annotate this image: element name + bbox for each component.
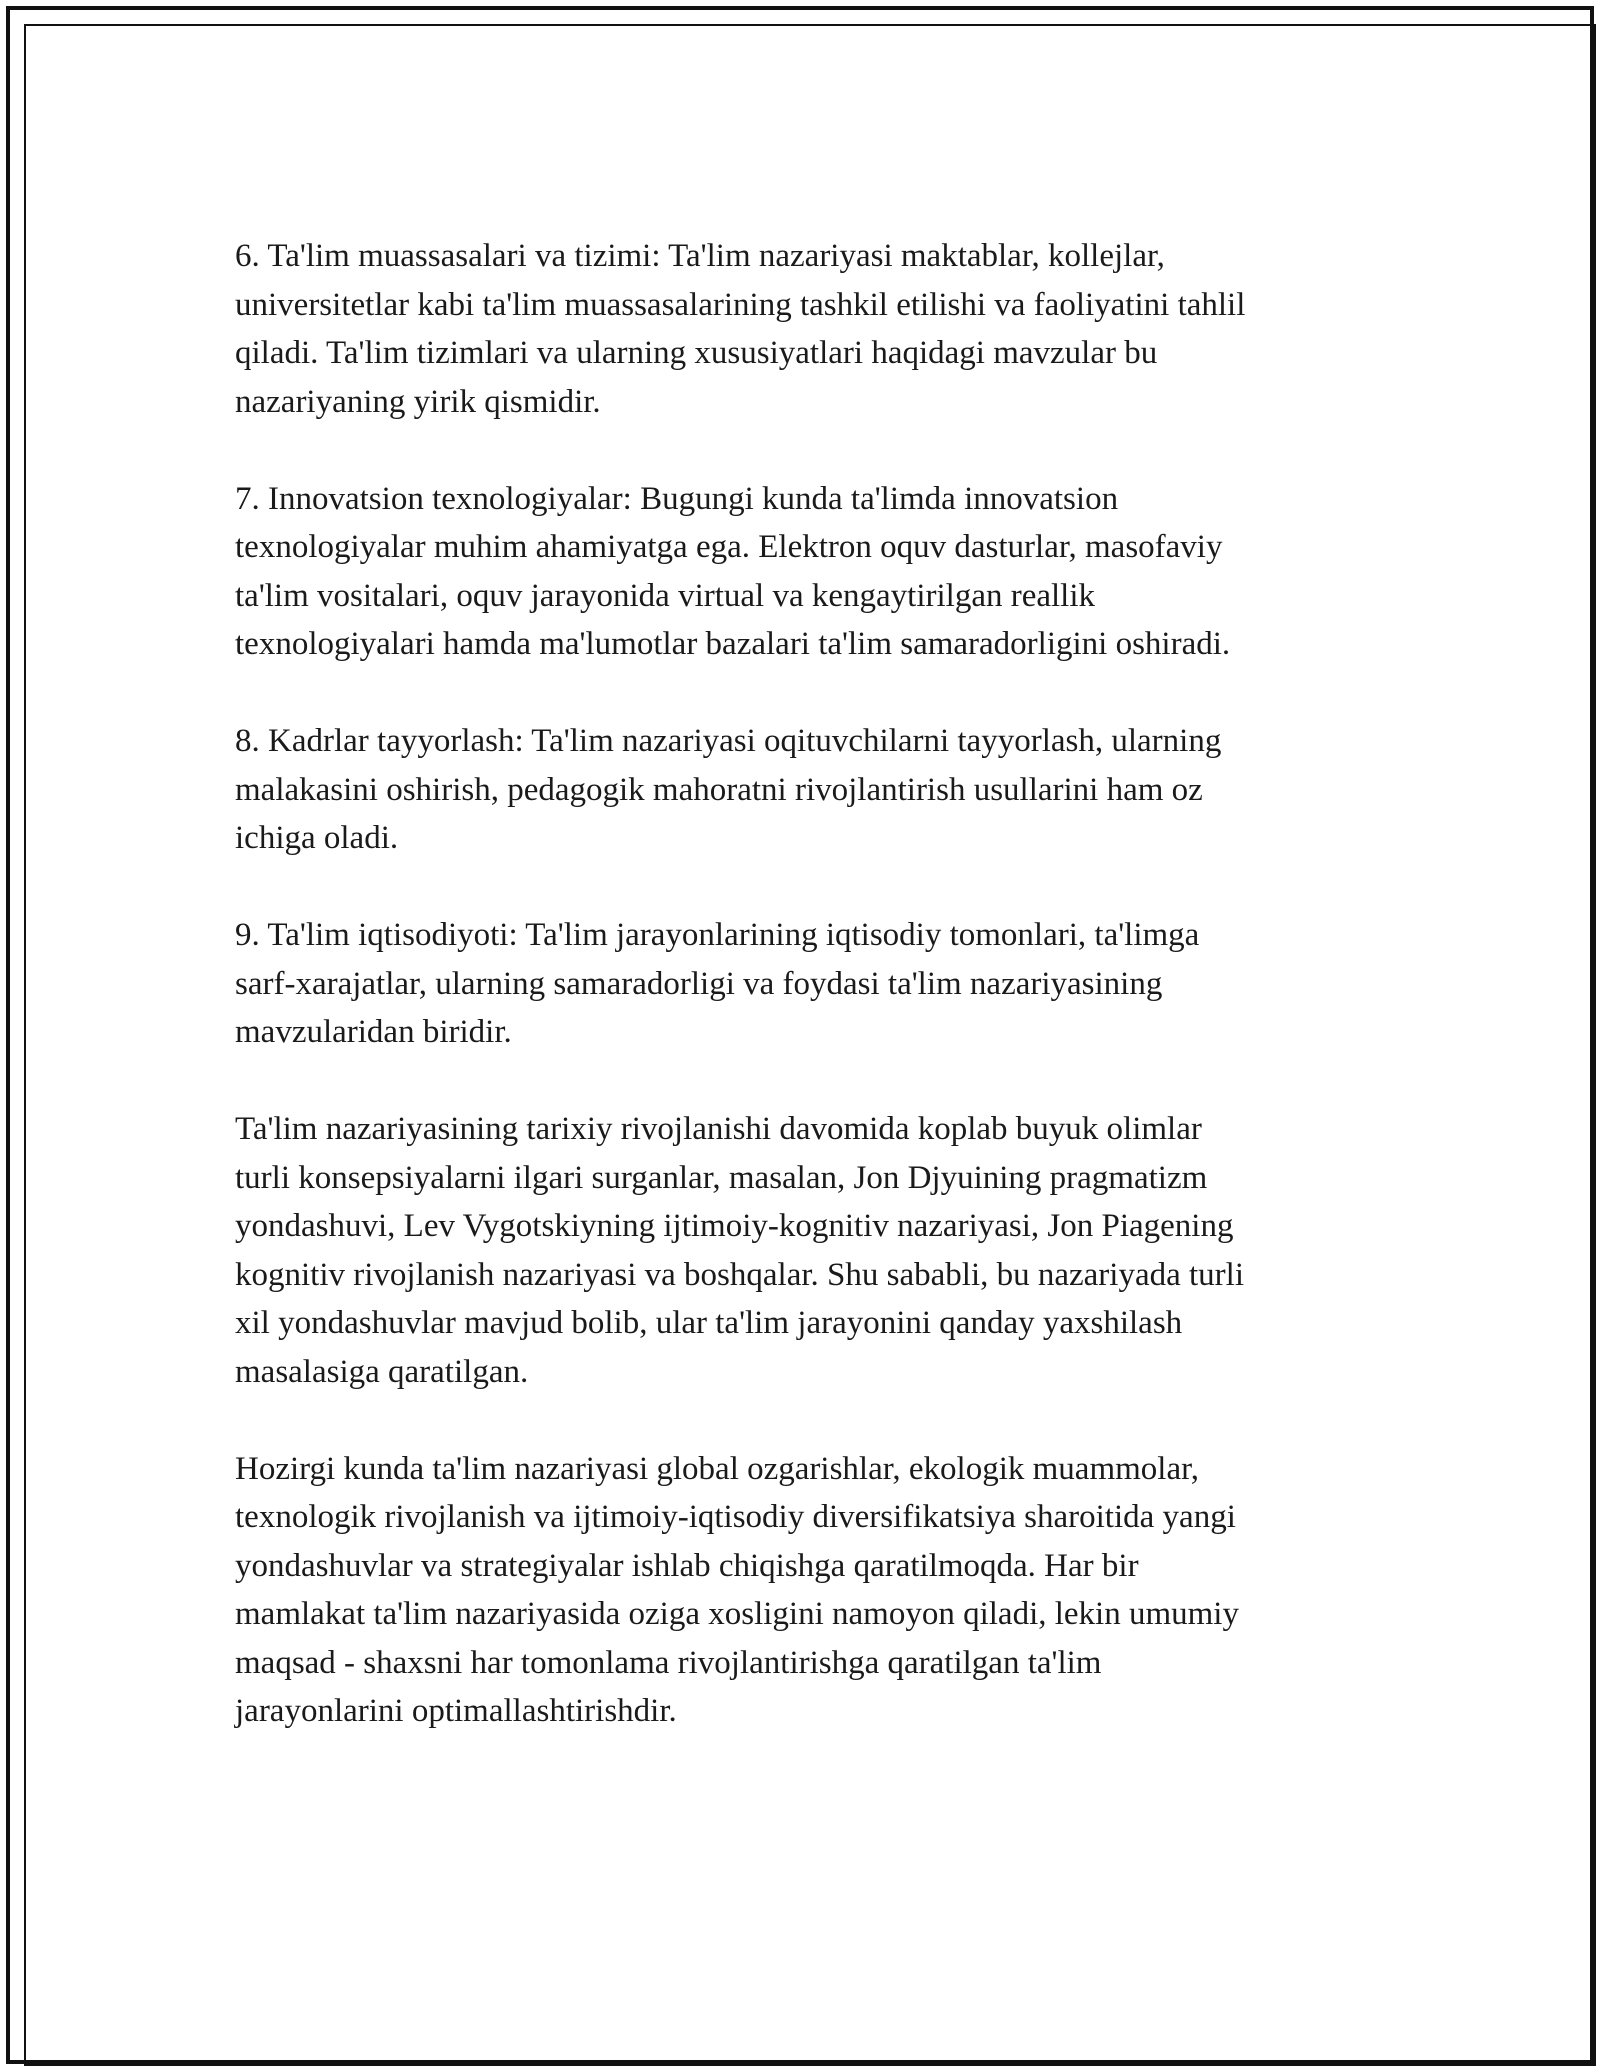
paragraph-staff-training: 8. Kadrlar tayyorlash: Ta'lim nazariyasi oqituvchilarni tayyorlash, ularning malakasini oshirish, pedagogik mahoratni rivojlantirish usullarini ham oz ichiga oladi. (235, 723, 1222, 856)
paragraph-education-institutions: 6. Ta'lim muassasalari va tizimi: Ta'lim nazariyasi maktablar, kollejlar, universitetlar kabi ta'lim muassasalarining tashkil etilishi va faoliyatini tahlil qiladi. Ta'lim tizimlari va ularning xususiyatlari haqidagi mavzular bu nazariyaning yirik qismidir. (235, 238, 1246, 420)
paragraph-historical-development: Ta'lim nazariyasining tarixiy rivojlanishi davomida koplab buyuk olimlar turli konsepsiyalarni ilgari surganlar, masalan, Jon Djyuining pragmatizm yondashuvi, Lev Vygotskiyning ijtimoiy-kognitiv nazariyasi, Jon Piagening kognitiv rivojlanish nazariyasi va boshqalar. Shu sababli, bu nazariyada turli xil yondashuvlar mavjud bolib, ular ta'lim jarayonini qanday yaxshilash masalasiga qaratilgan. (235, 1111, 1244, 1390)
document-body (235, 232, 1385, 1784)
paragraph-current-state: Hozirgi kunda ta'lim nazariyasi global ozgarishlar, ekologik muammolar, texnologik rivojlanish va ijtimoiy-iqtisodiy diversifikatsiya sharoitida yangi yondashuvlar va strategiyalar ishlab chiqishga qaratilmoqda. Har bir mamlakat ta'lim nazariyasida oziga xosligini namoyon qiladi, lekin umumiy maqsad - shaxsni har tomonlama rivojlantirishga qaratilgan ta'lim jarayonlarini optimallashtirishdir. (235, 1450, 1239, 1729)
paragraph-innovative-technologies: 7. Innovatsion texnologiyalar: Bugungi kunda ta'limda innovatsion texnologiyalar muhim ahamiyatga ega. Elektron oquv dasturlar, masofaviy ta'lim vositalari, oquv jarayonida virtual va kengaytirilgan reallik texnologiyalari hamda ma'lumotlar bazalari ta'lim samaradorligini oshiradi. (235, 480, 1231, 662)
paragraph-education-economics: 9. Ta'lim iqtisodiyoti: Ta'lim jarayonlarining iqtisodiy tomonlari, ta'limga sarf-xarajatlar, ularning samaradorligi va foydasi ta'lim nazariyasining mavzularidan biridir. (235, 917, 1200, 1050)
